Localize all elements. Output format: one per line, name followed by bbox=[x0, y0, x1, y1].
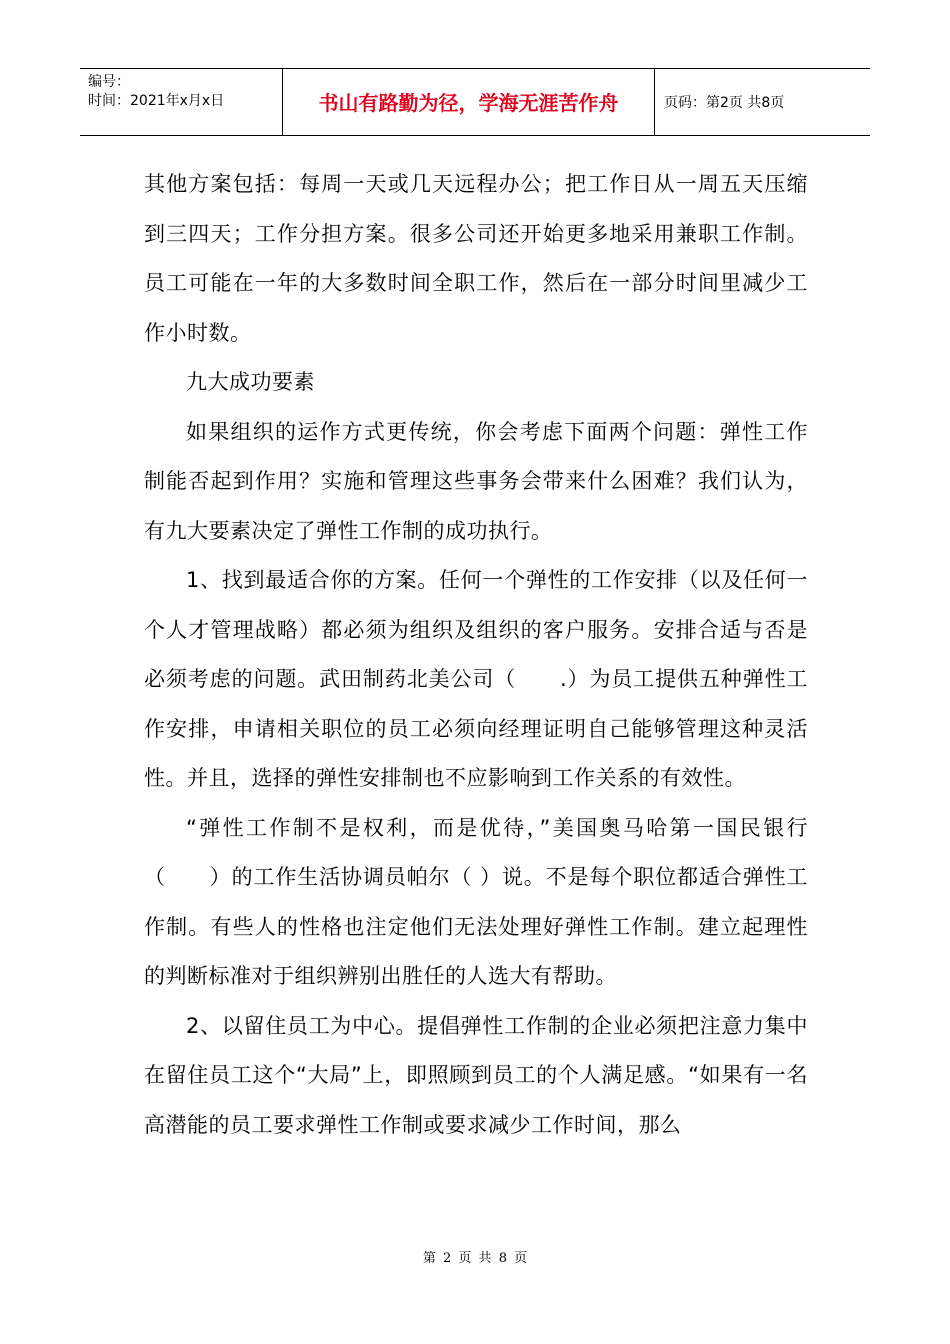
section-heading: 九大成功要素 bbox=[186, 370, 315, 394]
number-label: 编号： bbox=[88, 74, 130, 90]
time-label: 时间：2021年x月x日 bbox=[88, 93, 225, 109]
header-page-info: 页码：第2页 共8页 bbox=[664, 95, 785, 111]
header-meta-cell bbox=[80, 69, 283, 135]
page-footer: 第 2 页 共 8 页 bbox=[422, 1251, 528, 1266]
document-header bbox=[80, 68, 870, 136]
body-paragraph: 1、找到最适合你的方案。任何一个弹性的工作安排（以及任何一个人才管理战略）都必须为组织及组织的客户服务。安排合适与否是必须考虑的问题。武田制药北美公司（ .）为员工提供五种弹性工作安排，申请相关职位的员工必须向经理证明自己能够管理这种灵活性。并且，选择的弹性安排制也不应影响到工作关系的有效性。 bbox=[144, 568, 808, 790]
body-paragraph: 其他方案包括：每周一天或几天远程办公；把工作日从一周五天压缩到三四天；工作分担方案。很多公司还开始更多地采用兼职工作制。员工可能在一年的大多数时间全职工作，然后在一部分时间里减少工作小时数。 bbox=[144, 172, 808, 345]
body-paragraph: 2、以留住员工为中心。提倡弹性工作制的企业必须把注意力集中在留住员工这个“大局”上，即照顾到员工的个人满足感。“如果有一名高潜能的员工要求弹性工作制或要求减少工作时间，那么 bbox=[144, 1013, 808, 1137]
body-paragraph: “弹性工作制不是权利，而是优待，”美国奥马哈第一国民银行（ ）的工作生活协调员帕尔（ ）说。不是每个职位都适合弹性工作制。有些人的性格也注定他们无法处理好弹性工作制。建立起理性的判断标准对于组织辨别出胜任的人选大有帮助。 bbox=[144, 815, 808, 988]
header-motto: 书山有路勤为径，学海无涯苦作舟 bbox=[283, 69, 655, 135]
body-paragraph: 如果组织的运作方式更传统，你会考虑下面两个问题：弹性工作制能否起到作用？实施和管理这些事务会带来什么困难？我们认为，有九大要素决定了弹性工作制的成功执行。 bbox=[144, 419, 808, 543]
document-body bbox=[144, 160, 808, 1150]
